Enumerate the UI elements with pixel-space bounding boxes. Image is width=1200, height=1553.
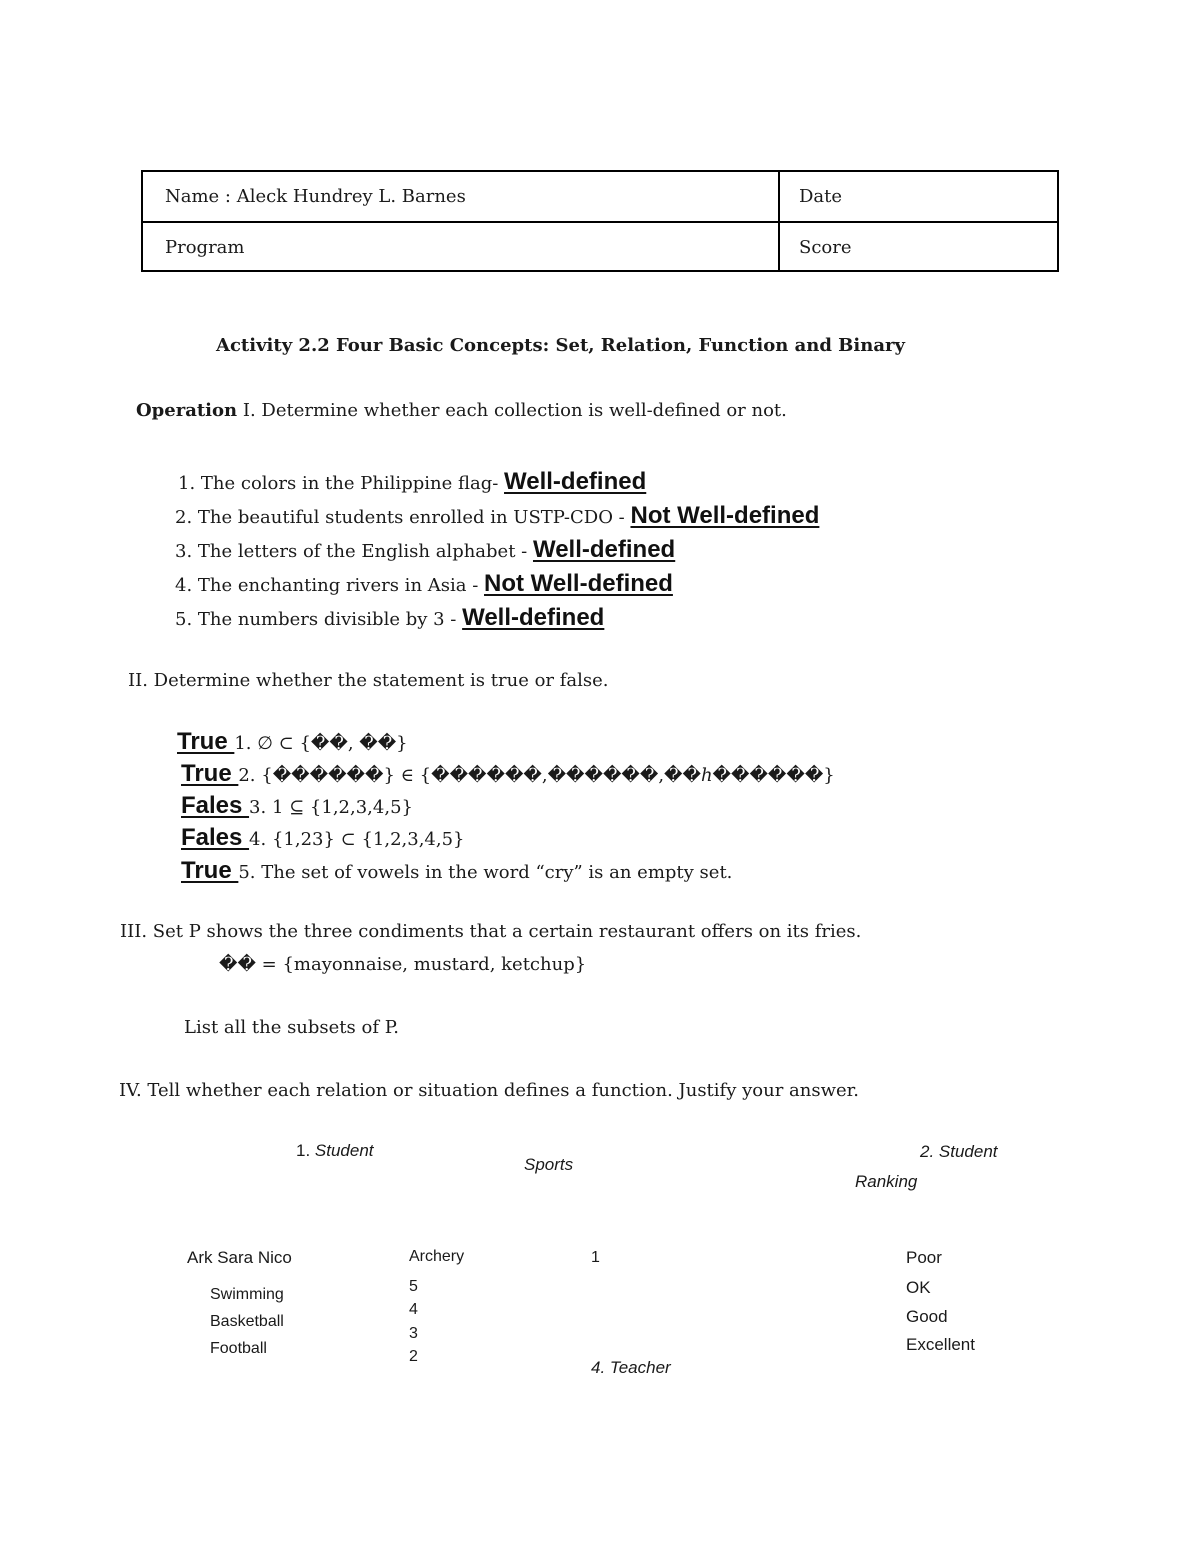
date-field: Date [799, 186, 843, 207]
sport-item: Football [210, 1340, 267, 1357]
part2-item-text: 2. {������} ∈ {������,������,��ℎ������} [238, 765, 835, 786]
header-table [141, 170, 1059, 272]
part1-item [175, 502, 819, 530]
part2-item-text: 1. ∅ ⊂ {��, ��} [234, 733, 408, 754]
part2-item-text: 5. The set of vowels in the word “cry” is an empty set. [238, 862, 733, 883]
part1-item-text: 2. The beautiful students enrolled in USTP-CDO - [175, 507, 631, 528]
part2-item-answer: True [177, 728, 235, 755]
part1-item-answer: Well-defined [462, 604, 605, 631]
number-item: 3 [409, 1325, 418, 1342]
relation4-label: 4. Teacher [591, 1358, 671, 1377]
number-item: 2 [409, 1348, 418, 1365]
part2-item [177, 728, 408, 756]
part2-item-answer: Fales [181, 824, 250, 851]
part2-item [181, 760, 835, 788]
part2-item [181, 857, 732, 885]
part2-item-answer: True [181, 857, 239, 884]
part1-item-text: 4. The enchanting rivers in Asia - [175, 575, 485, 596]
number-one: 1 [591, 1249, 600, 1266]
part1-item-answer: Not Well-defined [630, 502, 820, 529]
part1-lead-rest: I. Determine whether each collection is well-defined or not. [237, 400, 787, 421]
ranking-item: Good [906, 1307, 948, 1326]
part1-item-answer: Well-defined [504, 468, 647, 495]
part1-item [175, 536, 675, 564]
relation1-word: Student [314, 1141, 374, 1160]
part2-item-text: 4. {1,23} ⊂ {1,2,3,4,5} [249, 829, 465, 850]
part1-item-answer: Not Well-defined [484, 570, 673, 597]
sport-item: Swimming [210, 1286, 284, 1303]
part2-item-text: 3. 1 ⊆ {1,2,3,4,5} [249, 797, 413, 818]
part2-item [181, 824, 465, 852]
part2-instruction: II. Determine whether the statement is true or false. [128, 670, 609, 691]
part1-item [178, 468, 646, 496]
part4-instruction: IV. Tell whether each relation or situation defines a function. Justify your answer. [119, 1080, 859, 1101]
part1-item [175, 570, 673, 598]
part1-item-text: 5. The numbers divisible by 3 - [175, 609, 463, 630]
number-item: 5 [409, 1278, 418, 1295]
relation2-label: 2. Student [920, 1142, 998, 1161]
ranking-label: Ranking [855, 1172, 918, 1191]
part3-set: �� = {mayonnaise, mustard, ketchup} [219, 954, 587, 975]
name-field: Name : Aleck Hundrey L. Barnes [165, 186, 466, 207]
part3-instruction: III. Set P shows the three condiments that a certain restaurant offers on its fries. [120, 921, 862, 942]
part3-task: List all the subsets of P. [184, 1017, 399, 1038]
relation1-number: 1. [296, 1141, 315, 1160]
part1-lead-bold: Operation [136, 400, 238, 421]
part1-item-text: 3. The letters of the English alphabet - [175, 541, 533, 562]
part1-item-text: 1. The colors in the Philippine flag- [178, 473, 505, 494]
ranking-item: Excellent [906, 1335, 975, 1354]
part2-item [181, 792, 413, 820]
table-divider-horizontal [143, 221, 1057, 223]
part2-item-answer: Fales [181, 792, 250, 819]
sport-item: Basketball [210, 1313, 284, 1330]
number-item: 4 [409, 1301, 418, 1318]
ranking-item: OK [906, 1278, 931, 1297]
activity-title: Activity 2.2 Four Basic Concepts: Set, Relation, Function and Binary [216, 335, 905, 356]
part2-item-answer: True [181, 760, 239, 787]
part1-item [175, 604, 604, 632]
program-field: Program [165, 237, 245, 258]
part1-item-answer: Well-defined [532, 536, 676, 563]
part1-instruction [136, 400, 787, 421]
relation1-label [296, 1141, 374, 1161]
sport-archery: Archery [409, 1248, 465, 1265]
score-field: Score [799, 237, 852, 258]
students-list: Ark Sara Nico [187, 1248, 292, 1267]
ranking-item: Poor [906, 1248, 942, 1267]
sports-label: Sports [524, 1155, 574, 1174]
